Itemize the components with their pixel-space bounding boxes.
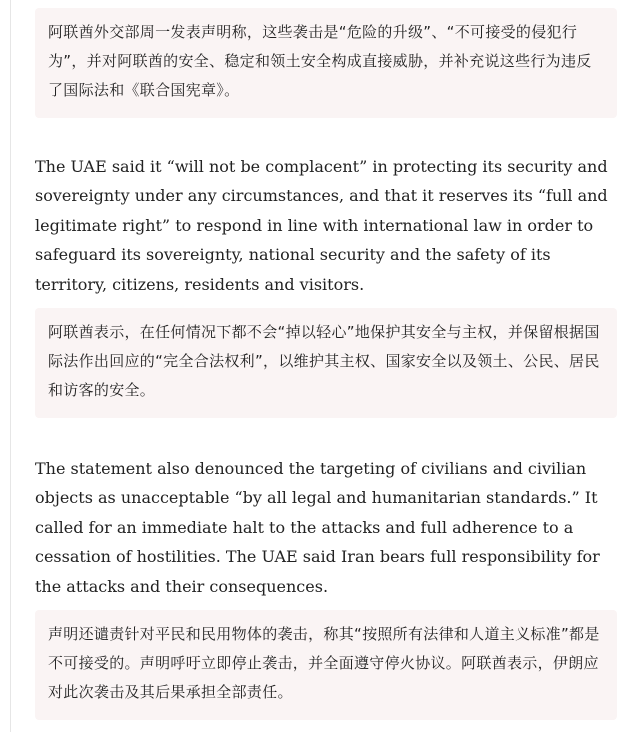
english-paragraph-2: The statement also denounced the targeting of civilians and civilian objects as unacceptable “by all legal and humanitarian standards.” It called for an immediate halt to the attacks and full adherence to a cessation of hostilities. The UAE said Iran bears full responsibility for the attacks and their consequences. [35,459,600,596]
article-body [35,0,617,720]
english-paragraph-1: The UAE said it “will not be complacent” in protecting its security and sovereignty under any circumstances, and that it reserves its “full and legitimate right” to respond in line with international law in order to safeguard its sovereignty, national security and the safety of its territory, citizens, residents and visitors. [35,157,608,294]
article-page [10,0,640,732]
chinese-translation-block-3: 声明还谴责针对平民和民用物体的袭击，称其“按照所有法律和人道主义标准”都是不可接受的。声明呼吁立即停止袭击，并全面遵守停火协议。阿联酋表示，伊朗应对此次袭击及其后果承担全部责任。 [35,610,617,720]
chinese-translation-block-1: 阿联酋外交部周一发表声明称，这些袭击是“危险的升级”、“不可接受的侵犯行为”，并对阿联酋的安全、稳定和领土安全构成直接威胁，并补充说这些行为违反了国际法和《联合国宪章》。 [35,8,617,118]
chinese-translation-block-2: 阿联酋表示，在任何情况下都不会“掉以轻心”地保护其安全与主权，并保留根据国际法作出回应的“完全合法权利”，以维护其主权、国家安全以及领土、公民、居民和访客的安全。 [35,308,617,418]
